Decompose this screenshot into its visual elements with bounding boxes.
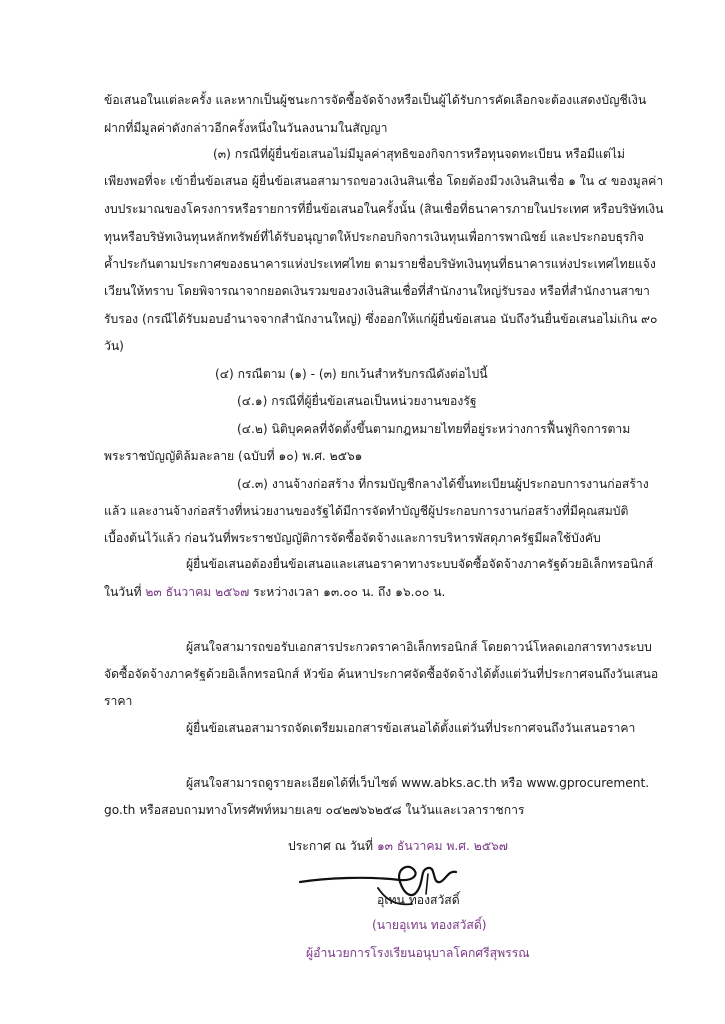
body-line: เพียงพอที่จะ เข้ายื่นข้อเสนอ ผู้ยื่นข้อเสนอสามารถขอวงเงินสินเชื่อ โดยต้องมีวงเงินสินเชื่อ ๑ ใน ๔ ของมูลค่า [104,174,664,188]
body-line: ราคา [104,694,133,708]
body-line: ข้อเสนอในแต่ละครั้ง และหากเป็นผู้ชนะการจัดซื้อจัดจ้างหรือเป็นผู้ได้รับการคัดเลือกจะต้องแสดงบัญชีเงิน [104,93,647,107]
submit-suffix: ระหว่างเวลา ๑๓.๐๐ น. ถึง ๑๖.๐๐ น. [253,585,446,599]
body-line: แล้ว และงานจ้างก่อสร้างที่หน่วยงานของรัฐได้มีการจัดทำบัญชีผู้ประกอบการงานก่อสร้างที่มีคุณสมบัติ [104,504,629,518]
body-line: ผู้สนใจสามารถขอรับเอกสารประกวดราคาอิเล็กทรอนิกส์ โดยดาวน์โหลดเอกสารทางระบบ [186,640,652,654]
body-line: วัน) [104,339,124,353]
submission-date-line [104,584,445,600]
body-line: ผู้ยื่นข้อเสนอสามารถจัดเตรียมเอกสารข้อเสนอได้ตั้งแต่วันที่ประกาศจนถึงวันเสนอราคา [186,721,636,735]
body-line: (๔.๒) นิติบุคคลที่จัดตั้งขึ้นตามกฎหมายไทยที่อยู่ระหว่างการฟื้นฟูกิจการตาม [237,422,631,436]
body-line: go.th หรือสอบถามทางโทรศัพท์หมายเลข ๐๔๒๗๖๖๒๕๘ ในวันและเวลาราชการ [104,803,525,817]
submit-date: ๒๓ ธันวาคม ๒๕๖๗ [145,585,250,599]
body-line: เบื้องต้นไว้แล้ว ก่อนวันที่พระราชบัญญัติการจัดซื้อจัดจ้างและการบริหารพัสดุภาครัฐมีผลใช้บังคับ [104,531,601,545]
signer-full-name: (นายอุเทน ทองสวัสดิ์) [372,918,487,932]
body-line: จัดซื้อจัดจ้างภาครัฐด้วยอิเล็กทรอนิกส์ หัวข้อ ค้นหาประกาศจัดซื้อจัดจ้างได้ตั้งแต่วันที่ประกาศจนถึงวันเสนอ [104,667,659,681]
body-line: ฝากที่มีมูลค่าดังกล่าวอีกครั้งหนึ่งในวันลงนามในสัญญา [104,121,388,135]
body-line: เวียนให้ทราบ โดยพิจารณาจากยอดเงินรวมของวงเงินสินเชื่อที่สำนักงานใหญ่รับรอง หรือที่สำนักงานสาขา [104,284,650,298]
body-line: ผู้สนใจสามารถดูรายละเอียดได้ที่เว็บไซต์ www.abks.ac.th หรือ www.gprocurement. [186,776,650,790]
announce-prefix: ประกาศ ณ วันที่ [288,839,374,853]
body-line: พระราชบัญญัติล้มละลาย (ฉบับที่ ๑๐) พ.ศ. ๒๕๖๑ [104,449,363,463]
body-line: ทุนหรือบริษัทเงินทุนหลักทรัพย์ที่ได้รับอนุญาตให้ประกอบกิจการเงินทุนเพื่อการพาณิชย์ และประกอบธุรกิจ [104,230,644,244]
announcement-date-line [288,838,508,854]
body-line: (๔) กรณีตาม (๑) - (๓) ยกเว้นสำหรับกรณีดังต่อไปนี้ [215,367,488,381]
signer-position: ผู้อำนวยการโรงเรียนอนุบาลโคกศรีสุพรรณ [306,946,530,960]
body-line: (๓) กรณีที่ผู้ยื่นข้อเสนอไม่มีมูลค่าสุทธิของกิจการหรือทุนจดทะเบียน หรือมีแต่ไม่ [213,147,626,161]
submit-prefix: ในวันที่ [104,585,142,599]
announce-date: ๑๓ ธันวาคม พ.ศ. ๒๕๖๗ [376,839,508,853]
body-line: (๔.๑) กรณีที่ผู้ยื่นข้อเสนอเป็นหน่วยงานของรัฐ [237,394,477,408]
body-line: งบประมาณของโครงการหรือรายการที่ยื่นข้อเสนอในครั้งนั้น (สินเชื่อที่ธนาคารภายในประเทศ หรือบริษัทเงิน [104,202,664,216]
body-line: รับรอง (กรณีได้รับมอบอำนาจจากสำนักงานใหญ่) ซึ่งออกให้แก่ผู้ยื่นข้อเสนอ นับถึงวันยื่นข้อเสนอไม่เกิน ๙๐ [104,312,658,326]
signer-name: อุเทน ทองสวัสดิ์ [377,893,460,907]
body-line: ผู้ยื่นข้อเสนอต้องยื่นข้อเสนอและเสนอราคาทางระบบจัดซื้อจัดจ้างภาครัฐด้วยอิเล็กทรอนิกส์ [186,557,654,571]
body-line: (๔.๓) งานจ้างก่อสร้าง ที่กรมบัญชีกลางได้ขึ้นทะเบียนผู้ประกอบการงานก่อสร้าง [237,477,649,491]
body-line: ค้ำประกันตามประกาศของธนาคารแห่งประเทศไทย ตามรายชื่อบริษัทเงินทุนที่ธนาคารแห่งประเทศไทยแจ้ง [104,257,656,271]
